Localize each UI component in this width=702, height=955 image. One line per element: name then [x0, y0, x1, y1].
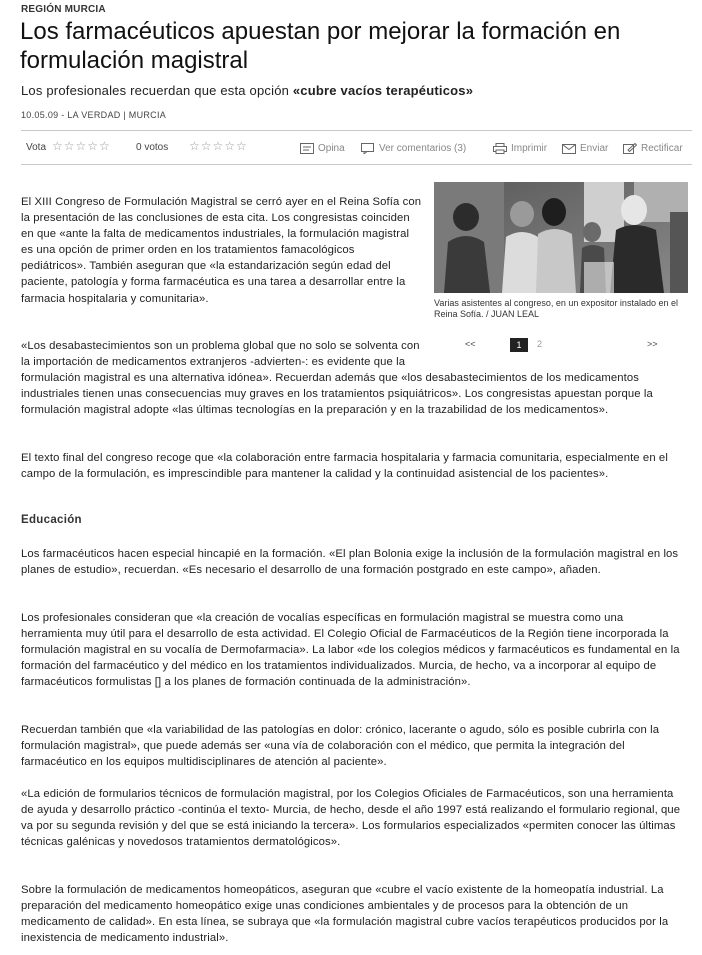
view-comments-label: Ver comentarios (3)	[379, 143, 467, 155]
send-button[interactable]	[562, 143, 608, 154]
divider-toolbar	[21, 164, 692, 165]
pager-prev[interactable]: <<	[465, 339, 476, 349]
pager-next[interactable]: >>	[647, 339, 658, 349]
photo-caption: Varias asistentes al congreso, en un expositor instalado en el Reina Sofía. / JUAN LEAL	[434, 298, 678, 319]
paragraph-3: El texto final del congreso recoge que «la colaboración entre farmacia hospitalaria y farmacia comunitaria, especialmente en el campo de la formulación, es imprescindible para mantener la calidad y la continuidad asistencial de los pacientes».	[21, 452, 668, 481]
paragraph-5: Los profesionales consideran que «la creación de vocalías específicas en formulación magistral se muestra como una herramienta muy útil para el desarrollo de esta actividad. El Colegio Oficial de Farmacéuticos de la Región tiene incorporada la formulación magistral en su vocalía de Dermofarmacia». La labor «de los colegios médicos y farmacéuticos es fundamental en la formación del farmacéutico y del médico en los tratamientos individualizados. Murcia, de hecho, va a incorporar al equipo de farmacéuticos formulistas [] a los planes de formación continuada de la administración».	[21, 612, 680, 689]
paragraph-2-text: «Los desabastecimientos son un problema global que no solo se solventa con la importación de medicamentos extranjeros -advierten-: es evidente que la formulación magistral es una alternativa idónea». Recuerdan además que «los desabastecimientos de los medicamentos industriales tienen unas consecuencias muy graves en los tratamientos psiquiátricos». Los congresistas apuestan porque la formulación magistral adopte «las últimas tecnologías en la preparación y en la trazabilidad de los medicamentos».	[21, 338, 686, 418]
print-button[interactable]	[493, 143, 547, 154]
section-heading-educacion: Educación	[21, 514, 82, 526]
paragraph-7: «La edición de formularios técnicos de formulación magistral, por los Colegios Oficiales de Farmacéuticos, son una herramienta de ayuda y desarrollo práctico -continúa el texto- Murcia, de hecho, desde el año 1997 está realizando el formulario regional, que va por su segunda revisión y del que se está iniciando la tercera». Los formularios especializados «permiten conocer las últimas técnicas galénicas y novedosos tratamientos dermatológicos».	[21, 788, 681, 849]
paragraph-4: Los farmacéuticos hacen especial hincapié en la formación. «El plan Bolonia exige la inclusión de la formulación magistral en los planes de estudio», recuerdan. «Es necesario el desarrollo de una formación postgrado en este campo», añaden.	[21, 548, 679, 577]
rating-stars: ☆☆☆☆☆	[189, 139, 248, 153]
paragraph-1: El XIII Congreso de Formulación Magistral se cerró ayer en el Reina Sofía con la presentación de las conclusiones de esta cita. Los congresistas coinciden en que «ante la falta de medicamentos industriales, la formulación magistral es una opción de primer orden en los tratamientos famacológicos pediátricos». También aseguran que «la estandarización según edad del paciente, patología y forma farmacéutica es una tarea a desarrollar entre la farmacia hospitalaria y comunitaria».	[21, 196, 422, 305]
view-comments-button[interactable]	[361, 143, 466, 154]
divider-top	[21, 130, 692, 131]
subtitle	[21, 83, 473, 98]
edit-icon	[623, 143, 637, 154]
votes-count: 0 votos	[136, 142, 169, 153]
pager-current: 1	[510, 338, 528, 352]
paragraph-6: Recuerdan también que «la variabilidad de las patologías en dolor: crónico, lacerante o agudo, sólo es posible cubrirla con la formulación magistral», que puede además ser «una vía de colaboración con el médico, que permita la integración del farmacéutico en los equipos multidisciplinares de atención al paciente».	[21, 724, 660, 769]
comment-icon	[300, 143, 314, 154]
pager-page-2[interactable]: 2	[537, 339, 543, 349]
rectify-label: Rectificar	[641, 143, 683, 155]
opina-label: Opina	[318, 143, 345, 155]
subtitle-quote: «cubre vacíos terapéuticos»	[292, 83, 474, 98]
send-label: Enviar	[580, 143, 609, 155]
print-icon	[493, 143, 507, 154]
opina-button[interactable]	[300, 143, 345, 154]
subtitle-text: Los profesionales recuerdan que esta opción	[21, 83, 290, 98]
dateline: 10.05.09 - LA VERDAD | MURCIA	[21, 110, 167, 120]
article-photo[interactable]	[434, 182, 688, 293]
vote-label: Vota	[26, 142, 47, 153]
paragraph-8: Sobre la formulación de medicamentos homeopáticos, aseguran que «cubre el vacío existente de la homeopatía industrial. La preparación del medicamento homeopático exige unas condiciones ambientales y de procesos para la obtención de un medicamento de calidad». En esta línea, se subraya que «la formulación magistral cubre vacíos terapéuticos producidos por la inexistencia de medicamento industrial».	[21, 884, 669, 945]
headline: Los farmacéuticos apuestan por mejorar la formación en formulación magistral	[20, 18, 621, 74]
article-toolbar	[21, 137, 692, 161]
mail-icon	[562, 143, 576, 154]
rectify-button[interactable]	[623, 143, 683, 154]
vote-stars[interactable]: ☆☆☆☆☆	[52, 139, 111, 153]
print-label: Imprimir	[511, 143, 548, 155]
pager-spacer	[424, 338, 686, 370]
section-label[interactable]: REGIÓN MURCIA	[21, 4, 106, 15]
comments-icon	[361, 143, 375, 154]
